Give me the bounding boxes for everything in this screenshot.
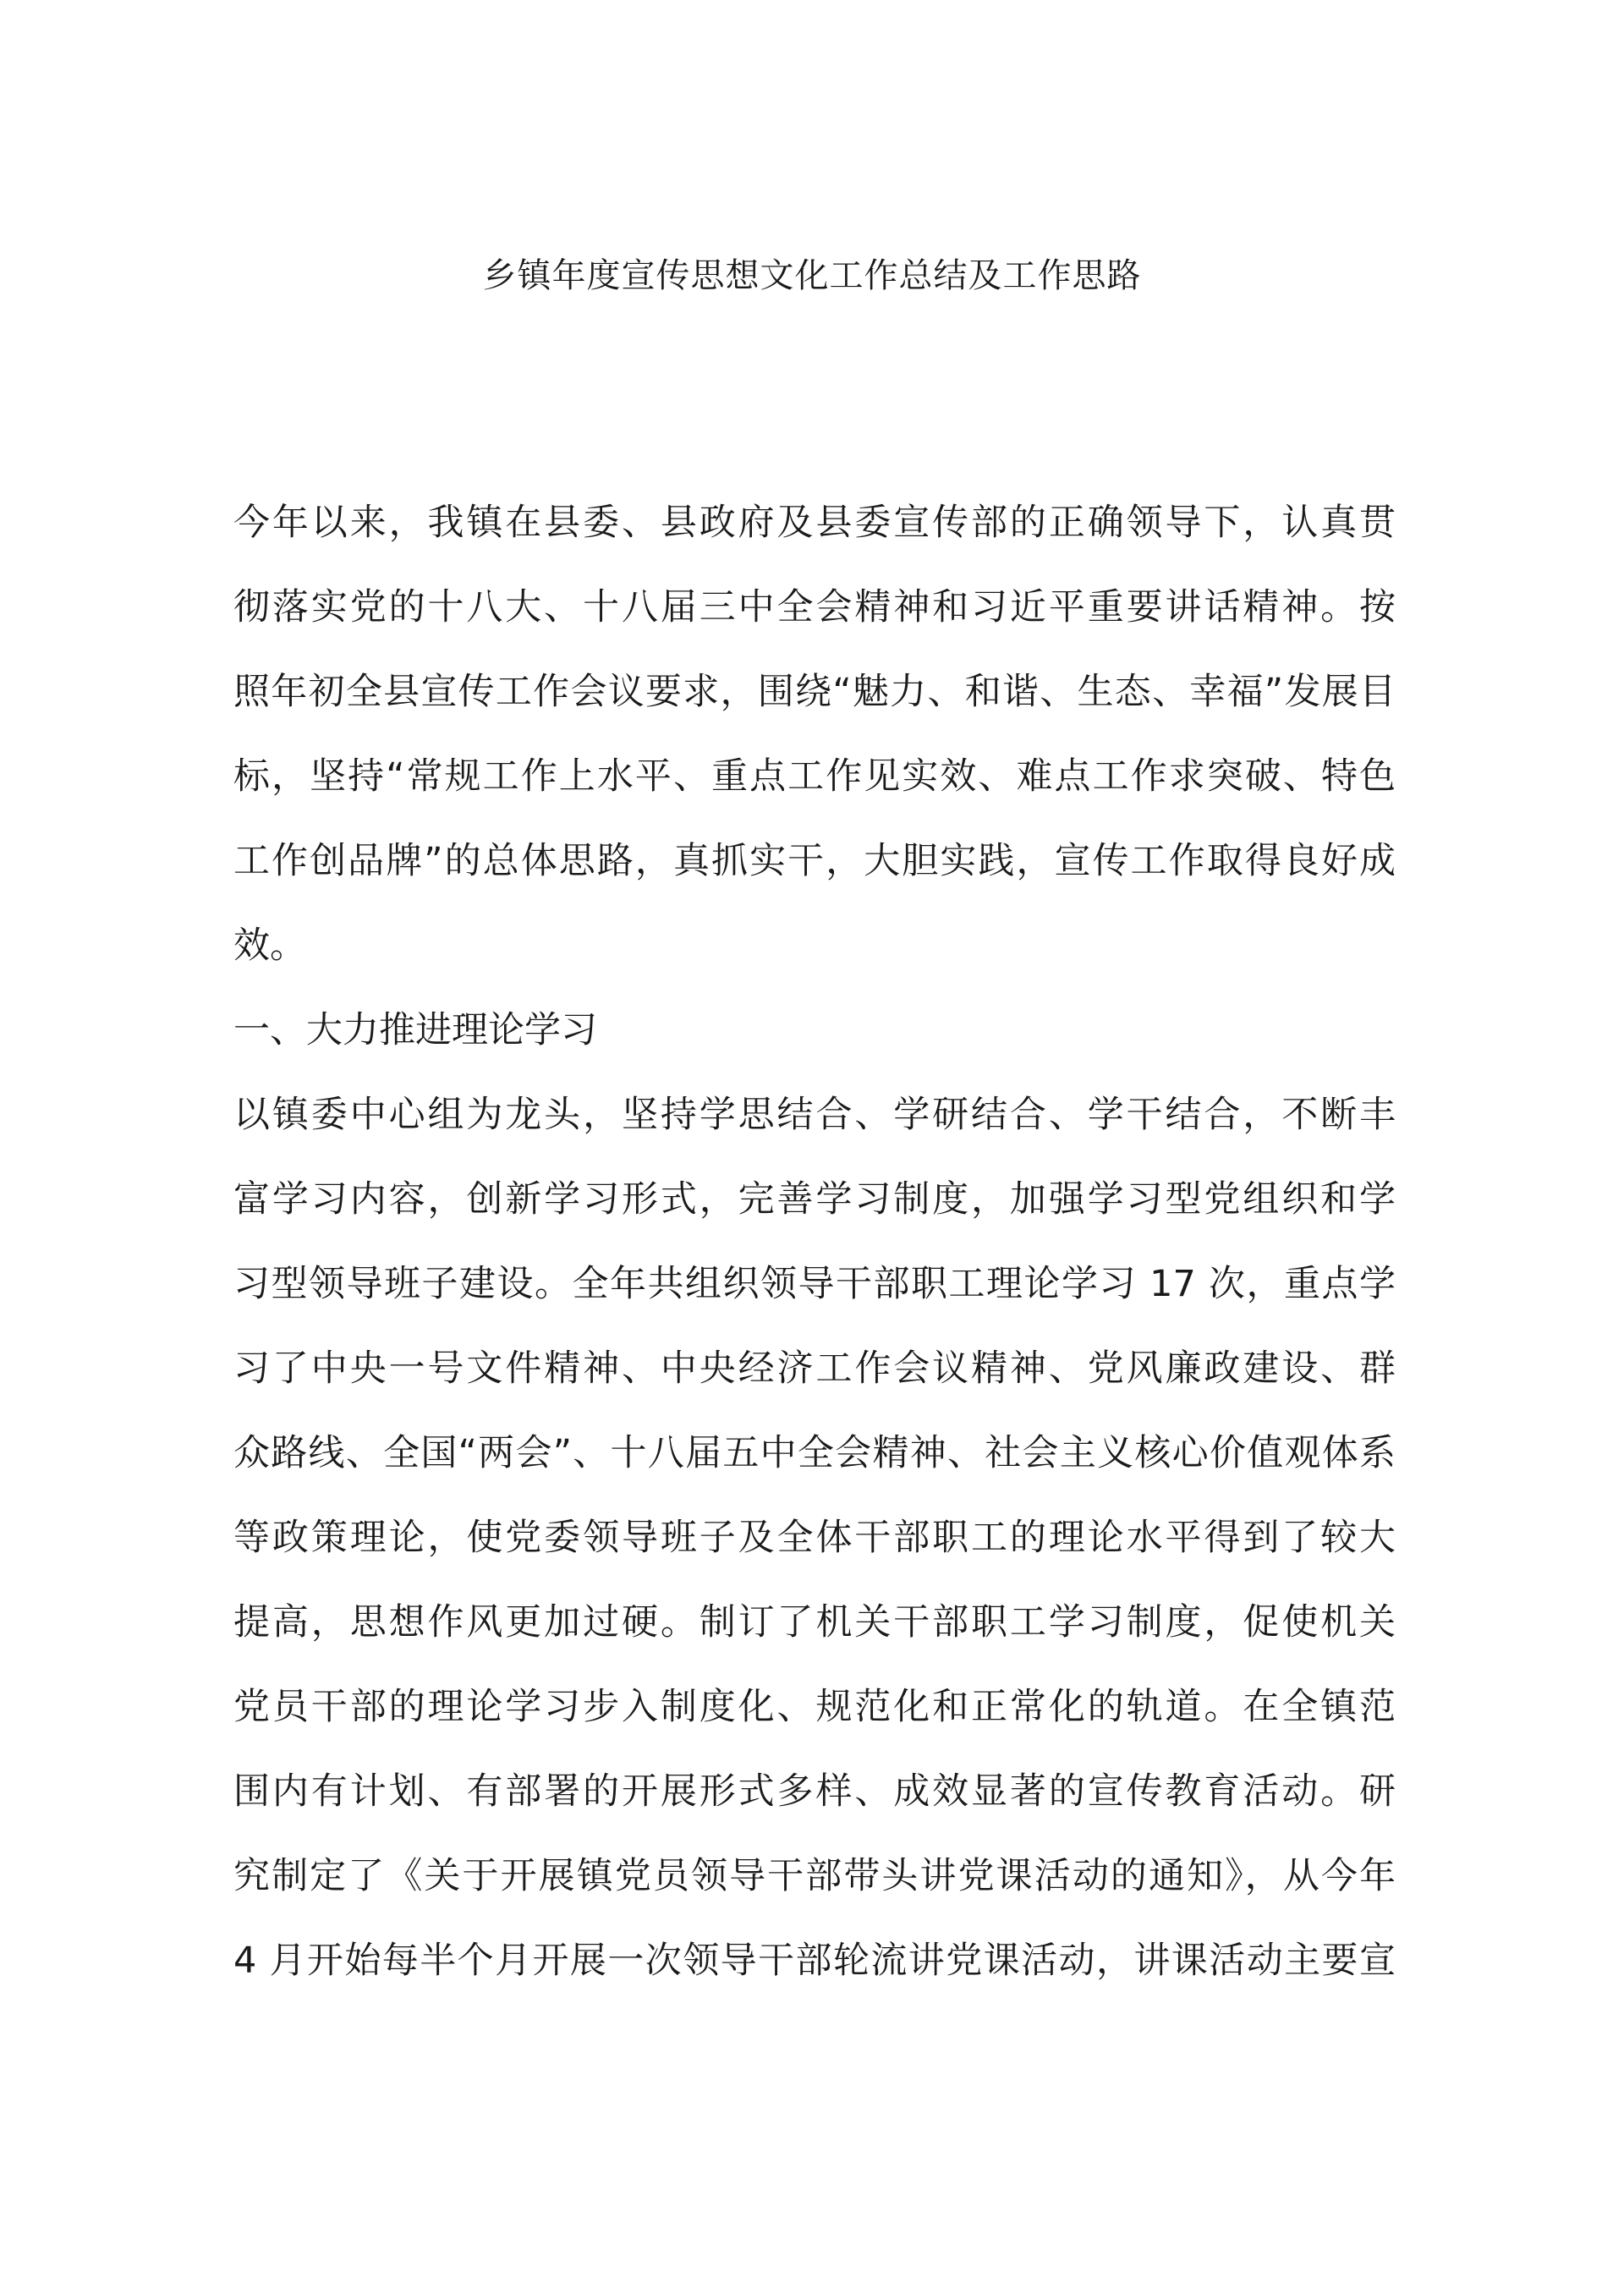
section-line: 提高，思想作风更加过硬。制订了机关干部职工学习制度，促使机关	[233, 1601, 1396, 1644]
intro-line: 工作创品牌”的总体思路，真抓实干，大胆实践，宣传工作取得良好成	[233, 840, 1396, 882]
section-line: 富学习内容，创新学习形式，完善学习制度，加强学习型党组织和学	[233, 1178, 1396, 1221]
section-line: 习型领导班子建设。全年共组织领导干部职工理论学习 17 次，重点学	[233, 1263, 1396, 1305]
section-line: 习了中央一号文件精神、中央经济工作会议精神、党风廉政建设、群	[233, 1347, 1396, 1390]
section-line: 究制定了《关于开展镇党员领导干部带头讲党课活动的通知》，从今年	[233, 1855, 1396, 1897]
intro-line: 彻落实党的十八大、十八届三中全会精神和习近平重要讲话精神。按	[233, 586, 1396, 628]
intro-line: 照年初全县宣传工作会议要求，围绕“魅力、和谐、生态、幸福”发展目	[233, 671, 1396, 713]
section-line: 以镇委中心组为龙头，坚持学思结合、学研结合、学干结合，不断丰	[233, 1094, 1396, 1136]
section-line: 党员干部的理论学习步入制度化、规范化和正常化的轨道。在全镇范	[233, 1686, 1396, 1728]
section-line: 等政策理论，使党委领导班子及全体干部职工的理论水平得到了较大	[233, 1517, 1396, 1559]
document-title: 乡镇年度宣传思想文化工作总结及工作思路	[482, 256, 1142, 295]
intro-line: 标，坚持“常规工作上水平、重点工作见实效、难点工作求突破、特色	[233, 755, 1396, 798]
intro-line: 效。	[233, 925, 306, 967]
section-line: 围内有计划、有部署的开展形式多样、成效显著的宣传教育活动。研	[233, 1770, 1396, 1813]
intro-line: 今年以来，我镇在县委、县政府及县委宣传部的正确领导下，认真贯	[233, 502, 1396, 544]
section-line: 众路线、全国“两会”、十八届五中全会精神、社会主义核心价值观体系	[233, 1432, 1396, 1474]
section-heading: 一、大力推进理论学习	[233, 1009, 597, 1051]
section-line: 4 月开始每半个月开展一次领导干部轮流讲党课活动，讲课活动主要宣	[233, 1940, 1396, 1982]
